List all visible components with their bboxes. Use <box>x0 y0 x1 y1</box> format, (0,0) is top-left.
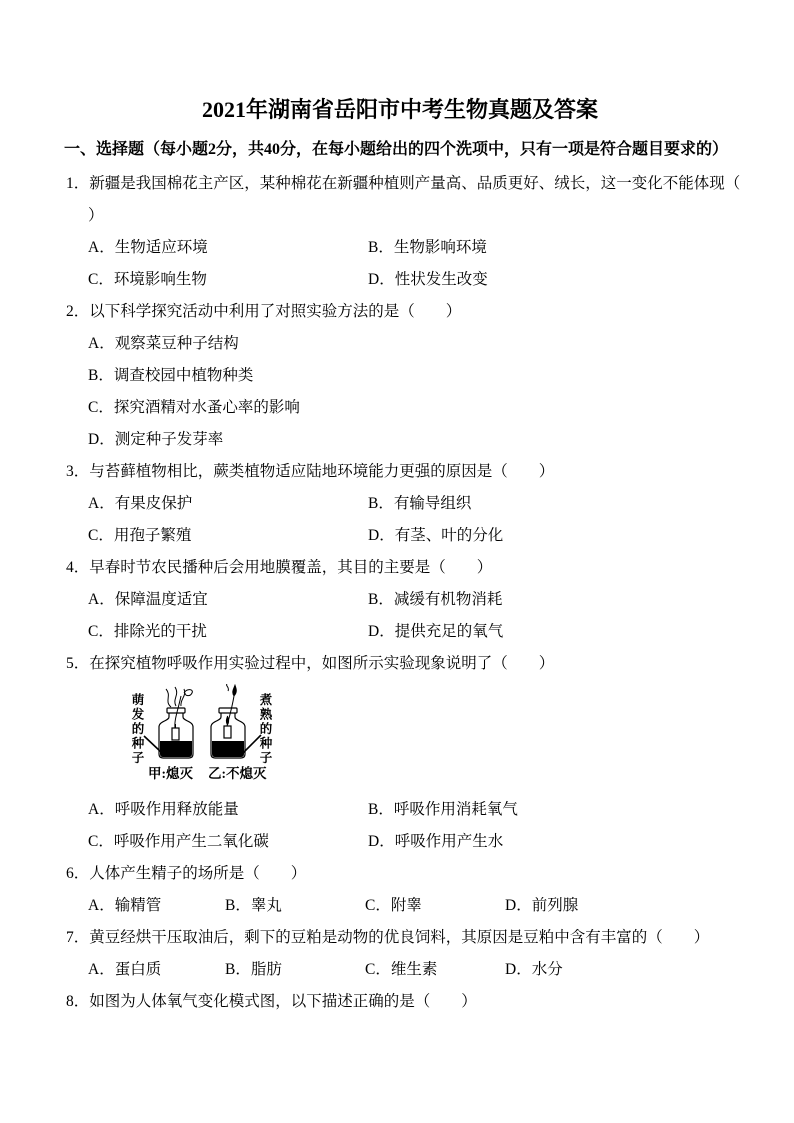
option-2c: C．探究酒精对水蚤心率的影响 <box>88 399 300 416</box>
question-2-number: 2． <box>66 303 90 320</box>
question-6 <box>64 858 736 890</box>
option-1d: D．性状发生改变 <box>368 271 488 288</box>
candle-b <box>224 716 231 738</box>
question-4-options-row-2 <box>64 616 736 648</box>
option-5b: B．呼吸作用消耗氧气 <box>368 801 518 818</box>
question-7-text: 黄豆经烘干压取油后，剩下的豆粕是动物的优良饲料，其原因是豆粕中含有丰富的（ ） <box>89 929 710 946</box>
question-1-number: 1． <box>66 175 90 192</box>
option-6d: D．前列腺 <box>505 897 579 914</box>
option-7b: B．脂肪 <box>225 961 282 978</box>
option-7c: C．维生素 <box>365 961 438 978</box>
option-4d: D．提供充足的氧气 <box>368 623 504 640</box>
option-2d: D．测定种子发芽率 <box>88 431 224 448</box>
option-3d: D．有茎、叶的分化 <box>368 527 504 544</box>
option-6a: A．输精管 <box>88 897 162 914</box>
question-7-options-row <box>64 954 736 986</box>
section-heading: 一、选择题（每小题2分，共40分，在每小题给出的四个洗项中，只有一项是符合题目要求的） <box>64 141 729 158</box>
question-7-number: 7． <box>66 929 90 946</box>
option-2b: B．调查校园中植物种类 <box>88 367 254 384</box>
question-5-number: 5． <box>66 655 90 672</box>
wire-a <box>175 696 181 728</box>
option-3a: A．有果皮保护 <box>88 495 193 512</box>
question-6-text: 人体产生精子的场所是（ ） <box>89 865 307 882</box>
option-4c: C．排除光的干扰 <box>88 623 207 640</box>
question-3 <box>64 456 736 488</box>
question-6-number: 6． <box>66 865 90 882</box>
option-5a: A．呼吸作用释放能量 <box>88 801 239 818</box>
experiment-figure <box>128 684 428 784</box>
question-5-options-row-1 <box>64 794 736 826</box>
seeds-b <box>212 741 244 757</box>
jar-b-label: 煮熟的种子 <box>258 693 272 766</box>
question-5 <box>64 648 736 680</box>
seeds-a <box>160 741 192 757</box>
question-1 <box>64 168 741 200</box>
question-4-options-row-1 <box>64 584 736 616</box>
option-2a: A．观察菜豆种子结构 <box>88 335 239 352</box>
option-3b: B．有输导组织 <box>368 495 472 512</box>
option-4b: B．减缓有机物消耗 <box>368 591 503 608</box>
option-4a: A．保障温度适宜 <box>88 591 208 608</box>
jars-illustration <box>128 684 278 762</box>
question-3-text: 与苔藓植物相比，蕨类植物适应陆地环境能力更强的原因是（ ） <box>89 463 555 480</box>
option-6b: B．睾丸 <box>225 897 282 914</box>
option-7d: D．水分 <box>505 961 563 978</box>
question-4-text: 早春时节农民播种后会用地膜覆盖，其目的主要是（ ） <box>89 559 493 576</box>
question-2 <box>64 296 736 328</box>
question-1-options-row-2 <box>64 264 736 296</box>
question-5-options-row-2 <box>64 826 736 858</box>
document-title: 2021年湖南省岳阳市中考生物真题及答案 <box>201 97 598 122</box>
jar-a-label: 萌发的种子 <box>130 693 144 766</box>
jar-b-caption: 乙:不熄灭 <box>208 766 267 781</box>
question-6-options-row <box>64 890 736 922</box>
question-1-options-row-1 <box>64 232 736 264</box>
option-1a: A．生物适应环境 <box>88 239 208 256</box>
question-1-text: 新疆是我国棉花主产区，某种棉花在新疆种植则产量高、品质更好、绒长，这一变化不能体现（ <box>89 175 741 192</box>
flame-top-icon <box>227 684 237 696</box>
candle-a <box>172 724 179 740</box>
question-2-text: 以下科学探究活动中利用了对照实验方法的是（ ） <box>89 303 462 320</box>
question-4 <box>64 552 736 584</box>
question-1-continuation: ） <box>88 207 104 224</box>
option-1b: B．生物影响环境 <box>368 239 487 256</box>
jar-a-caption: 甲:熄灭 <box>148 766 193 781</box>
option-1c: C．环境影响生物 <box>88 271 207 288</box>
question-3-number: 3． <box>66 463 90 480</box>
question-8-text: 如图为人体氧气变化模式图，以下描述正确的是（ ） <box>89 993 477 1010</box>
question-5-text: 在探究植物呼吸作用实验过程中，如图所示实验现象说明了（ ） <box>89 655 555 672</box>
option-6c: C．附睾 <box>365 897 422 914</box>
question-3-options-row-1 <box>64 488 736 520</box>
question-7 <box>64 922 736 954</box>
option-7a: A．蛋白质 <box>88 961 162 978</box>
question-3-options-row-2 <box>64 520 736 552</box>
wire-b <box>227 696 234 726</box>
question-4-number: 4． <box>66 559 90 576</box>
question-8-number: 8． <box>66 993 90 1010</box>
option-3c: C．用孢子繁殖 <box>88 527 192 544</box>
question-8 <box>64 986 736 1018</box>
option-5c: C．呼吸作用产生二氧化碳 <box>88 833 269 850</box>
option-5d: D．呼吸作用产生水 <box>368 833 504 850</box>
